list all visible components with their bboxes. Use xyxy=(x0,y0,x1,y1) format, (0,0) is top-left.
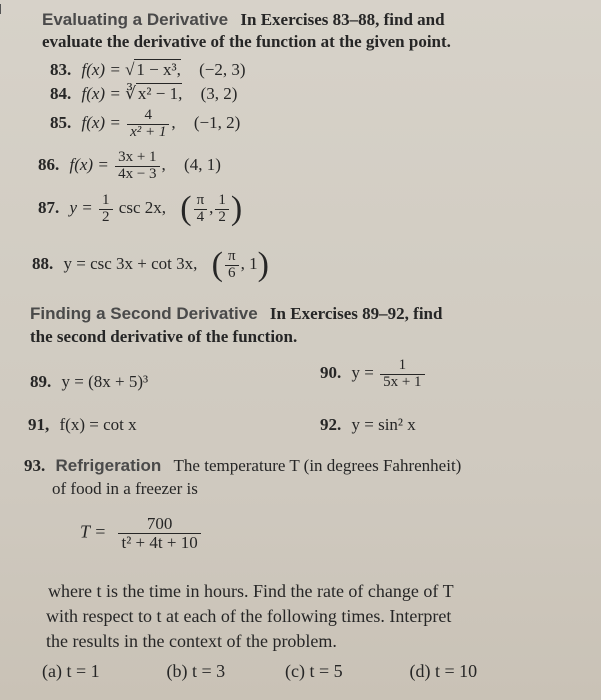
fraction-numerator: π xyxy=(196,191,205,208)
radical-sign: √ xyxy=(125,60,135,79)
exercise-number: 86. xyxy=(38,155,60,175)
point-fraction-b xyxy=(215,193,229,226)
radicand: x² − 1, xyxy=(137,84,183,103)
exercise-90 xyxy=(320,358,427,391)
fraction-numerator: π xyxy=(227,247,236,264)
fraction-numerator: 4 xyxy=(144,107,152,123)
fraction-denominator: 5x + 1 xyxy=(380,374,424,391)
heading-text-line2: the second derivative of the function. xyxy=(30,327,298,346)
exercise-93-parts xyxy=(42,661,477,682)
exercise-lhs: f(x) = xyxy=(81,60,121,79)
section-heading-second-derivative xyxy=(30,304,442,324)
point-rest: , 1 xyxy=(240,253,258,273)
heading-title: Finding a Second Derivative xyxy=(30,304,258,323)
heading-text: In Exercises 89–92, find xyxy=(269,304,443,323)
right-paren: ) xyxy=(230,190,243,227)
temperature-formula xyxy=(80,515,208,552)
exercise-number: 89. xyxy=(30,372,52,391)
exercise-88 xyxy=(32,248,269,282)
fraction xyxy=(127,108,169,141)
fraction-numerator: 1 xyxy=(398,357,407,373)
fraction-denominator: 2 xyxy=(215,209,229,226)
radicand: 1 − x³, xyxy=(136,60,181,79)
exercise-point: (−1, 2) xyxy=(193,113,241,133)
heading-text-line2: evaluate the derivative of the function at the given point. xyxy=(42,32,451,51)
fraction xyxy=(113,515,207,552)
formula-lhs: T = xyxy=(80,521,107,542)
exercise-93-line2: of food in a freezer is xyxy=(52,479,198,498)
exercise-lhs: f(x) = xyxy=(81,113,121,133)
exercise-number: 92. xyxy=(320,415,342,434)
part-b: (b) t = 3 xyxy=(166,661,226,681)
exercise-expression: f(x) = cot x xyxy=(59,415,137,434)
exercise-expression: y = csc 3x + cot 3x, xyxy=(63,253,198,273)
exercise-lhs: y = xyxy=(351,363,374,383)
part-c: (c) t = 5 xyxy=(285,661,343,681)
exercise-85 xyxy=(50,108,240,141)
page-edge-mark xyxy=(0,4,7,14)
fraction-numerator: 700 xyxy=(146,514,173,533)
radical-sign: ∛ xyxy=(125,84,136,103)
fraction-numerator: 3x + 1 xyxy=(118,149,157,165)
fraction-denominator: t² + 4t + 10 xyxy=(118,533,200,552)
exercise-86 xyxy=(38,150,221,183)
left-paren: ( xyxy=(180,190,192,227)
exercise-lhs: f(x) = xyxy=(81,84,121,103)
exercise-93-para-line2: with respect to t at each of the following times. Interpret xyxy=(46,606,452,626)
fraction-denominator: x² + 1 xyxy=(127,124,169,141)
exercise-title: Refrigeration xyxy=(55,456,162,475)
exercise-lhs: f(x) = xyxy=(69,155,109,175)
fraction-denominator: 2 xyxy=(99,209,113,226)
comma: , xyxy=(209,197,214,217)
exercise-expression: y = sin² x xyxy=(351,415,416,434)
point-fraction-a xyxy=(225,249,239,282)
exercise-number: 90. xyxy=(320,363,342,383)
exercise-93-para-line3: the results in the context of the problem. xyxy=(46,631,337,651)
exercise-83 xyxy=(50,60,246,80)
exercise-expression: y = (8x + 5)³ xyxy=(61,372,149,391)
fraction-numerator: 1 xyxy=(218,191,226,208)
point-fraction-a xyxy=(194,193,208,226)
exercise-93-para-line1: where t is the time in hours. Find the rate of change of T xyxy=(48,581,454,601)
exercise-84 xyxy=(50,84,237,104)
exercise-92 xyxy=(320,415,416,435)
part-d: (d) t = 10 xyxy=(409,661,478,681)
exercise-87 xyxy=(38,192,242,226)
fraction-denominator: 4x − 3 xyxy=(115,166,159,183)
fraction xyxy=(99,193,113,226)
fraction-denominator: 6 xyxy=(225,265,239,282)
fraction xyxy=(115,150,159,183)
exercise-text-line1: The temperature T (in degrees Fahrenheit) xyxy=(173,456,462,475)
exercise-point xyxy=(180,190,243,227)
exercise-point: (3, 2) xyxy=(200,84,238,103)
fraction xyxy=(380,358,424,391)
exercise-point: (−2, 3) xyxy=(199,60,246,79)
exercise-93 xyxy=(24,456,461,476)
part-a: (a) t = 1 xyxy=(42,661,100,681)
exercise-number: 84. xyxy=(50,84,72,103)
fraction-denominator: 4 xyxy=(194,209,208,226)
fraction-numerator: 1 xyxy=(102,191,110,208)
exercise-number: 85. xyxy=(50,113,72,133)
exercise-number: 88. xyxy=(32,253,54,273)
comma: , xyxy=(171,113,176,133)
left-paren: ( xyxy=(211,246,223,283)
heading-text: In Exercises 83–88, find and xyxy=(240,10,445,29)
exercise-number: 83. xyxy=(50,60,72,79)
exercise-point: (4, 1) xyxy=(184,155,221,175)
exercise-89 xyxy=(30,372,148,392)
exercise-number: 87. xyxy=(38,197,60,217)
exercise-91 xyxy=(28,415,137,435)
heading-title: Evaluating a Derivative xyxy=(42,10,229,29)
exercise-number: 93. xyxy=(24,456,46,475)
comma: , xyxy=(161,155,166,175)
exercise-lhs: y = xyxy=(69,197,93,217)
right-paren: ) xyxy=(257,246,269,283)
section-heading-derivative xyxy=(42,10,445,30)
exercise-point xyxy=(211,246,269,283)
exercise-number: 91, xyxy=(28,415,50,434)
exercise-rest: csc 2x, xyxy=(118,197,166,217)
